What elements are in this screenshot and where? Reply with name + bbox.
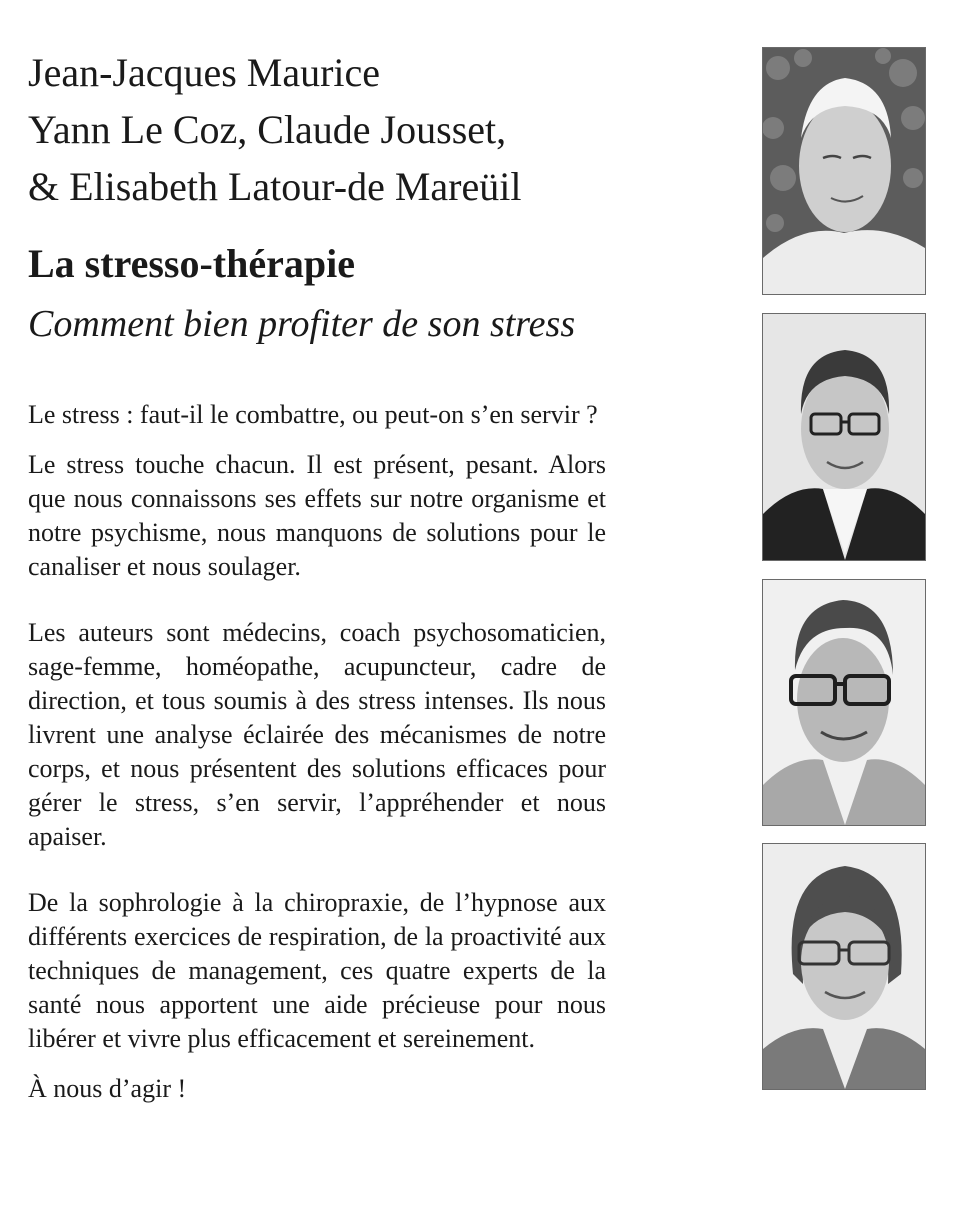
author-photo-2 [762,313,926,561]
blurb-paragraph: Le stress : faut-il le combattre, ou peut-on s’en servir ? [28,400,598,429]
author-line: & Elisabeth Latour-de Mareüil [28,164,522,209]
author-line: Jean-Jacques Maurice [28,50,381,95]
blurb-paragraph: Le stress touche chacun. Il est présent, pesant. Alors que nous connaissons ses effets sur notre organisme et notre psychisme, nous manquons de solutions pour le canaliser et nous soulager. [28,450,606,581]
portrait-image [763,580,925,825]
portrait-image [763,48,925,294]
author-line: Yann Le Coz, Claude Jousset, [28,107,507,152]
blurb-paragraph: Les auteurs sont médecins, coach psychosomaticien, sage-femme, homéopathe, acupuncteur, cadre de direction, et tous soumis à des stress intenses. Ils nous livrent une analyse éclairée des mécanismes de notre corps, et nous présentent des solutions efficaces pour gérer le stress, s’en servir, l’appréhender et nous apaiser. [28,618,606,851]
author-photo-3 [762,579,926,826]
portrait-image [763,314,925,560]
blurb-text [28,398,606,1106]
book-subtitle: Comment bien profiter de son stress [28,303,576,345]
book-title: La stresso-thérapie [28,241,355,286]
portrait-image [763,844,925,1089]
authors-block [28,44,521,215]
blurb-paragraph: De la sophrologie à la chiropraxie, de l’hypnose aux différents exercices de respiration, de la proactivité aux techniques de management, ces quatre experts de la santé nous apportent une aide précieuse pour nous libérer et vivre plus efficacement et sereinement. [28,888,606,1053]
blurb-closing: À nous d’agir ! [28,1074,187,1103]
author-photo-1 [762,47,926,295]
author-photo-4 [762,843,926,1090]
